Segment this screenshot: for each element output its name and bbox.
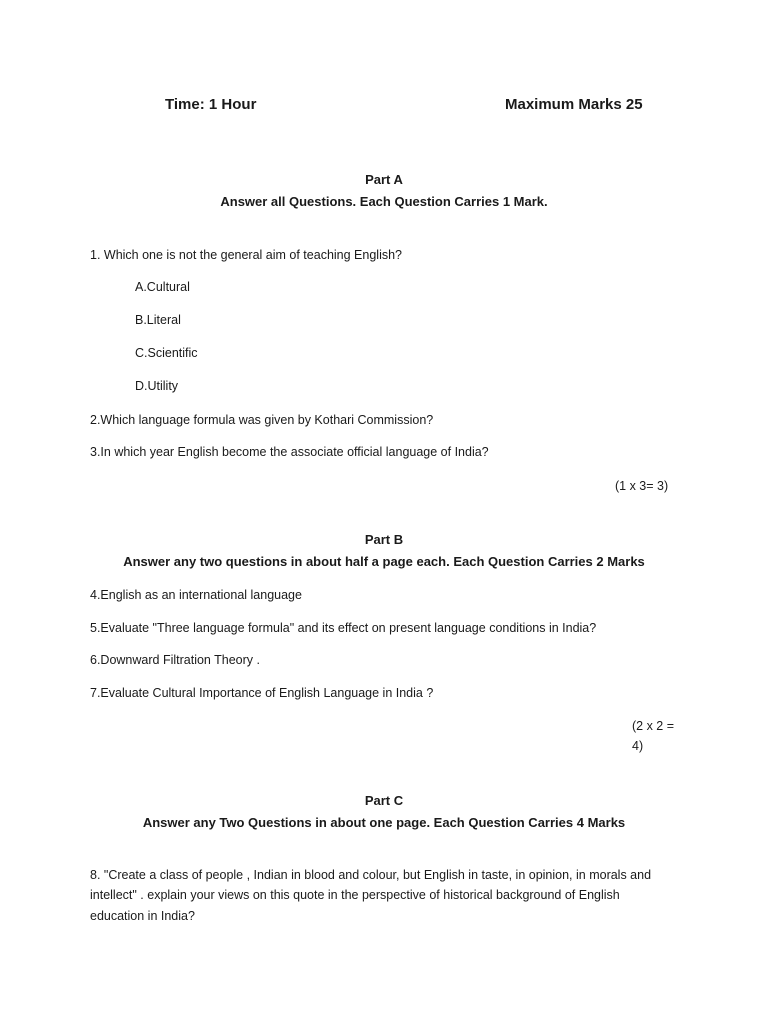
part-c-instruction: Answer any Two Questions in about one page. Each Question Carries 4 Marks bbox=[142, 815, 626, 830]
part-b-instruction: Answer any two questions in about half a page each. Each Question Carries 2 Marks bbox=[123, 554, 645, 569]
question-6: 6.Downward Filtration Theory . bbox=[90, 653, 260, 667]
part-a-marks: (1 x 3= 3) bbox=[615, 479, 669, 493]
part-a-title: Part A bbox=[365, 172, 403, 187]
option-c: C.Scientific bbox=[135, 346, 198, 360]
question-4: 4.English as an international language bbox=[90, 588, 302, 602]
question-5: 5.Evaluate "Three language formula" and its effect on present language conditions in India? bbox=[90, 621, 597, 635]
option-b: B.Literal bbox=[135, 313, 181, 327]
question-1: 1. Which one is not the general aim of teaching English? bbox=[90, 248, 402, 262]
time-label: Time: 1 Hour bbox=[165, 96, 257, 113]
part-b-marks-line-2: 4) bbox=[632, 739, 644, 753]
part-b-marks-line-1: (2 x 2 = bbox=[632, 719, 675, 733]
part-a-instruction: Answer all Questions. Each Question Carries 1 Mark. bbox=[220, 194, 548, 209]
part-b-title: Part B bbox=[364, 532, 404, 547]
option-a: A.Cultural bbox=[135, 280, 190, 294]
question-7: 7.Evaluate Cultural Importance of English Language in India ? bbox=[90, 686, 434, 700]
part-c-title: Part C bbox=[364, 793, 404, 808]
max-marks-label: Maximum Marks 25 bbox=[505, 96, 643, 113]
question-3: 3.In which year English become the associate official language of India? bbox=[90, 445, 489, 459]
question-8-line-2: intellect" . explain your views on this quote in the perspective of historical background of English bbox=[90, 888, 620, 902]
question-8-line-3: education in India? bbox=[90, 909, 195, 923]
question-8-line-1: 8. "Create a class of people , Indian in blood and colour, but English in taste, in opinion, in morals and bbox=[90, 868, 652, 882]
question-2: 2.Which language formula was given by Kothari Commission? bbox=[90, 413, 434, 427]
option-d: D.Utility bbox=[135, 379, 179, 393]
